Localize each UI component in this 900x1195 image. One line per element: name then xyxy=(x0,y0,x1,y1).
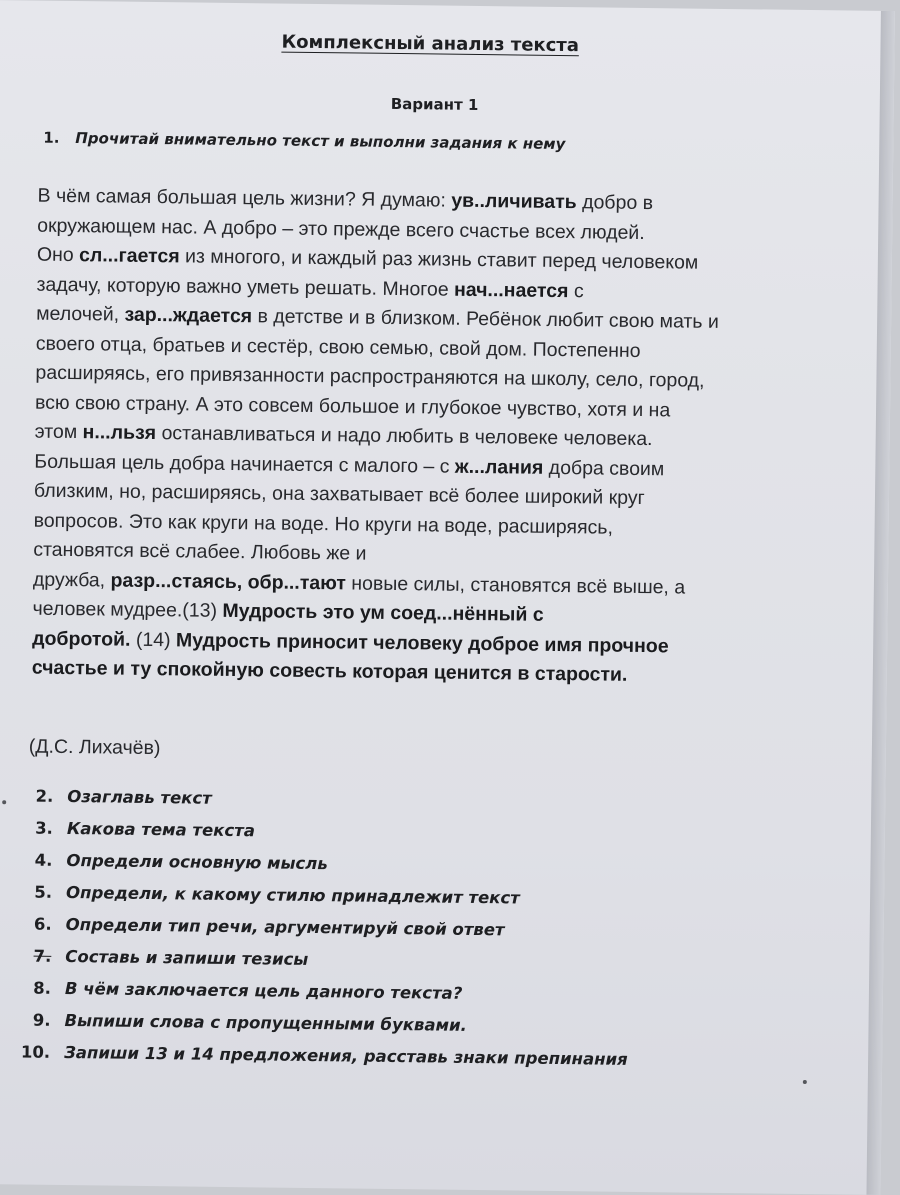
text-segment: дружба, xyxy=(32,568,111,592)
text-segment: Оно xyxy=(36,243,80,267)
task-text: Какова тема текста xyxy=(66,819,256,841)
text-segment: (14) xyxy=(130,628,177,651)
page-title: Комплексный анализ текста xyxy=(281,31,580,57)
text-segment: Большая цель добра начинается с малого – с xyxy=(34,450,456,478)
text-segment: этом xyxy=(34,420,83,444)
text-segment: мелочей, xyxy=(36,302,125,326)
text-segment-bold: добротой. xyxy=(32,627,131,651)
text-segment-bold: ж...лания xyxy=(454,455,544,479)
text-segment: добра своим xyxy=(543,456,665,480)
text-segment: с xyxy=(568,279,584,302)
task-text: Озаглавь текст xyxy=(67,787,212,808)
text-segment: окружающем нас. А добро – это прежде всего счастье всех людей. xyxy=(37,214,645,244)
task-item xyxy=(12,1042,628,1082)
task-1-number: 1. xyxy=(43,128,60,147)
text-segment-bold: зар...ждается xyxy=(124,303,253,328)
task-text: Запиши 13 и 14 предложения, расставь знаки препинания xyxy=(64,1042,628,1069)
text-segment-bold: сл...гается xyxy=(78,244,180,268)
text-segment: близким, но, расширяясь, она захватывает всё более широкий круг xyxy=(33,479,645,510)
task-1-instruction xyxy=(43,129,565,153)
task-1-text: Прочитай внимательно текст и выполни задания к нему xyxy=(75,129,566,154)
reading-text xyxy=(32,182,838,693)
task-list xyxy=(12,786,631,1081)
task-text: Определи тип речи, аргументируй свой ответ xyxy=(65,914,505,940)
text-segment-bold: ув..личивать xyxy=(451,189,577,214)
text-segment: расширяясь, его привязанности распространяются на школу, село, город, xyxy=(35,361,705,392)
text-segment: всю свою страну. А это совсем большое и глубокое чувство, хотя и на xyxy=(34,391,671,421)
text-segment: становятся всё слабее. Любовь же и xyxy=(33,538,367,565)
task-number: 8. xyxy=(33,978,52,998)
text-segment-bold: нач...нается xyxy=(453,278,569,302)
task-number: 6. xyxy=(33,914,52,934)
text-segment: останавливаться и надо любить в человеке человека. xyxy=(155,422,653,451)
text-segment: человек мудрее.(13) xyxy=(32,597,223,622)
task-text: В чём заключается цель данного текста? xyxy=(64,978,463,1003)
task-number: 2. xyxy=(35,786,54,806)
task-number: 9. xyxy=(32,1010,51,1030)
variant-heading: Вариант 1 xyxy=(390,94,479,114)
text-segment: вопросов. Это как круги на воде. Но круги на воде, расширяясь, xyxy=(33,509,614,539)
task-number: 3. xyxy=(35,818,54,838)
text-segment: из многого, и каждый раз жизнь ставит перед человеком xyxy=(179,245,699,274)
text-segment-bold: счастье и ту спокойную совесть которая ценится в старости. xyxy=(31,656,628,686)
task-number: 5. xyxy=(34,882,53,902)
text-segment: новые силы, становятся всё выше, а xyxy=(345,571,686,599)
text-segment-bold: Мудрость это ум соед...нённый с xyxy=(222,599,544,626)
text-segment: добро в xyxy=(576,191,654,215)
task-text: Определи основную мысль xyxy=(66,850,328,874)
text-segment-bold: Мудрость приносит человеку доброе имя прочное xyxy=(175,628,669,657)
text-segment: В чём самая большая цель жизни? Я думаю: xyxy=(37,184,452,212)
task-text: Составь и запиши тезисы xyxy=(65,946,309,969)
task-number: 10. xyxy=(20,1042,51,1062)
text-segment: своего отца, братьев и сестёр, свою семью, свой дом. Постепенно xyxy=(35,332,641,362)
task-number: 4. xyxy=(34,850,53,870)
task-text: Выпиши слова с пропущенными буквами. xyxy=(64,1010,467,1035)
stray-mark xyxy=(803,1080,807,1084)
text-segment-bold: разр...стаясь, обр...тают xyxy=(110,569,347,594)
text-segment: в детстве и в близком. Ребёнок любит свою мать и xyxy=(251,305,719,333)
text-segment-bold: н...льзя xyxy=(82,421,157,445)
task-number: 7. xyxy=(33,946,52,966)
task-text: Определи, к какому стилю принадлежит текст xyxy=(65,882,520,908)
page-edge xyxy=(866,11,894,1195)
text-author: (Д.С. Лихачёв) xyxy=(28,735,161,760)
stray-mark xyxy=(2,800,6,804)
text-segment: задачу, которую важно уметь решать. Многое xyxy=(36,273,455,301)
